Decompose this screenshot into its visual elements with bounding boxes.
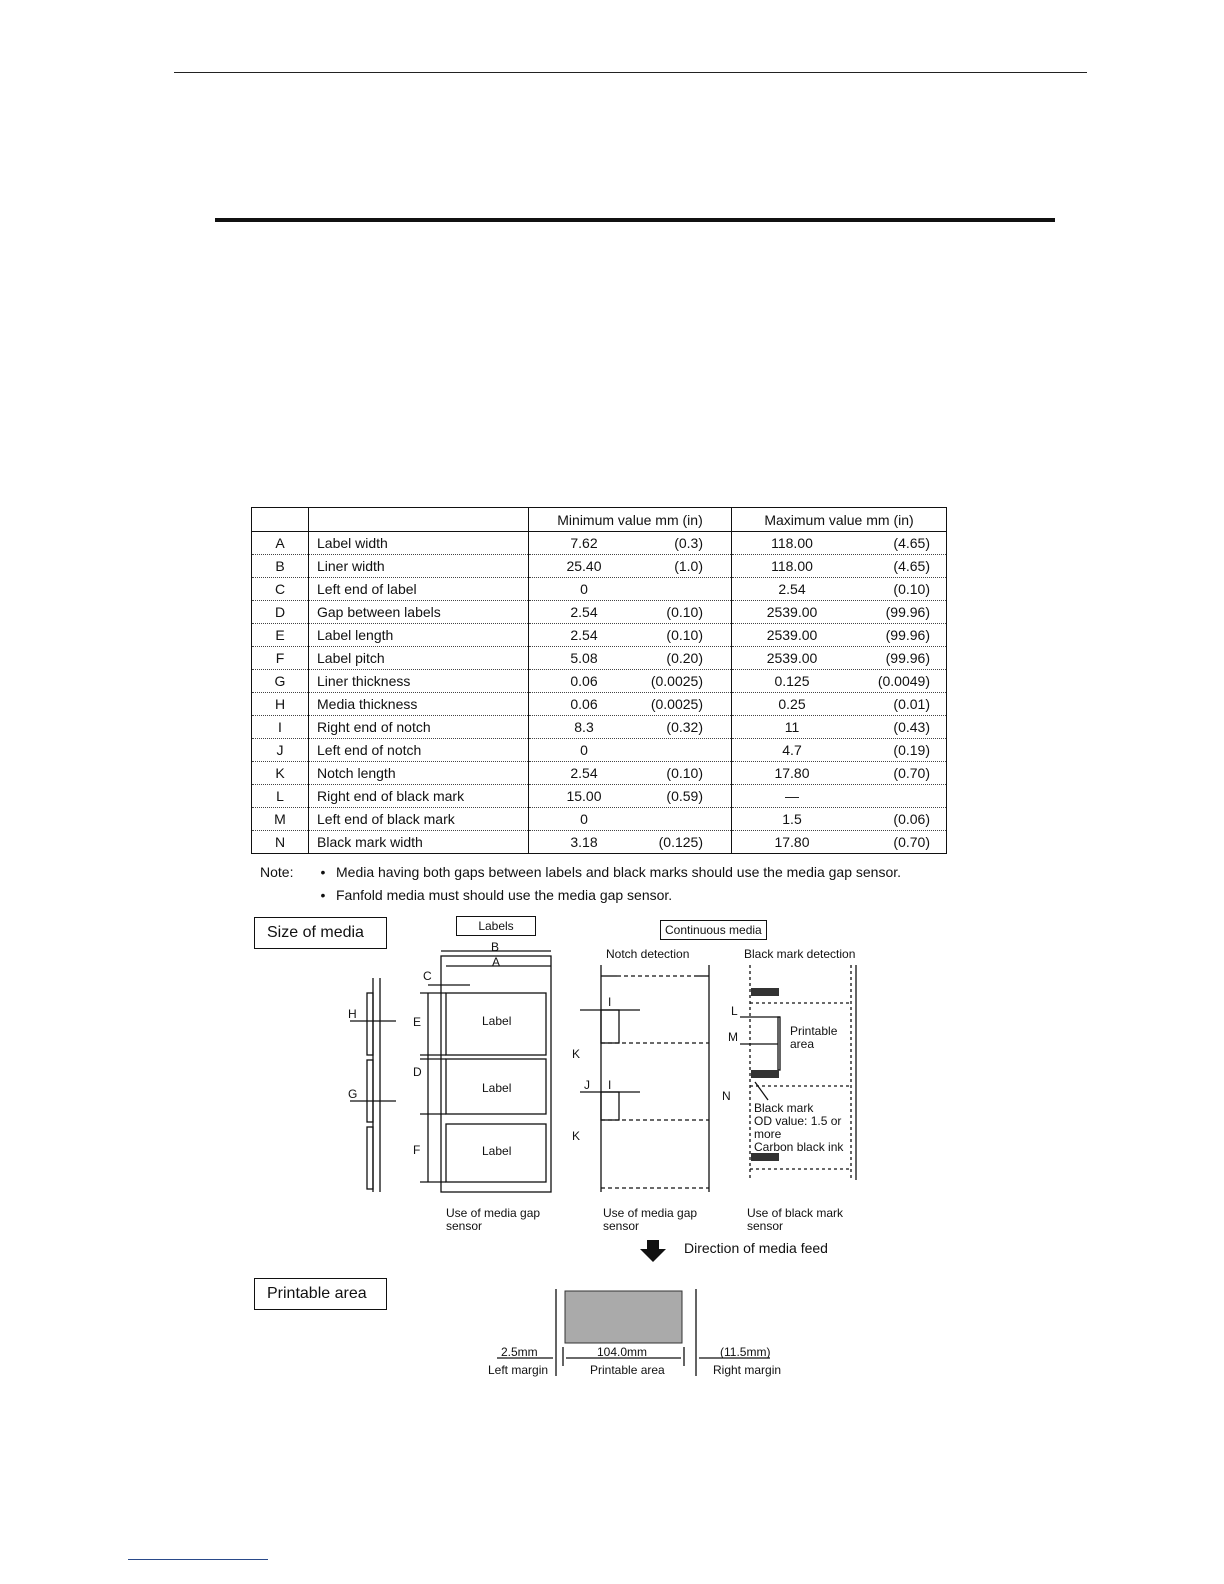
max-in: (99.96): [885, 604, 930, 620]
notch-rect: [601, 1092, 619, 1120]
row-name: Media thickness: [309, 693, 529, 716]
dim-letter-k: K: [572, 1047, 581, 1061]
min-in: (0.20): [666, 650, 703, 666]
max-in: (0.0049): [877, 673, 930, 689]
max-mm: 0.25: [778, 696, 806, 712]
row-name: Liner thickness: [309, 670, 529, 693]
black-mark-rect: [751, 1070, 779, 1078]
gap-sensor-caption: [446, 1207, 540, 1233]
min-mm: 8.3: [574, 719, 594, 735]
row-code: L: [252, 785, 309, 808]
max-in: (0.01): [893, 696, 930, 712]
caption-line: sensor: [747, 1219, 784, 1233]
note-label: Note:: [260, 864, 294, 880]
printable-area-rect: [565, 1291, 682, 1343]
dim-letter-i: I: [608, 1078, 612, 1092]
notch-sensor-caption: [603, 1207, 697, 1233]
row-code: J: [252, 739, 309, 762]
notch-rect: [601, 1010, 619, 1043]
printable-text: Printable: [790, 1024, 838, 1038]
od-value-text: OD value: 1.5 or: [754, 1114, 842, 1128]
row-name: Gap between labels: [309, 601, 529, 624]
caption-line: Use of black mark: [747, 1206, 844, 1220]
row-name: Left end of black mark: [309, 808, 529, 831]
dim-letter-c: C: [423, 969, 432, 983]
max-in: (0.19): [893, 742, 930, 758]
more-text: more: [754, 1127, 782, 1141]
min-mm: 25.40: [566, 558, 602, 574]
black-mark-rect: [751, 988, 779, 996]
label-text: Label: [482, 1014, 512, 1028]
row-code: D: [252, 601, 309, 624]
min-in: (0.0025): [650, 696, 703, 712]
row-name: Black mark width: [309, 831, 529, 854]
min-mm: 15.00: [566, 788, 602, 804]
row-code: H: [252, 693, 309, 716]
note-item: • Media having both gaps between labels and black marks should use the media gap sensor.: [310, 861, 901, 884]
dim-letter-b: B: [491, 940, 500, 954]
black-mark-sensor-caption: [747, 1207, 843, 1233]
dim-letter-d: D: [413, 1065, 422, 1079]
max-mm: 11: [784, 719, 800, 735]
row-code: A: [252, 532, 309, 555]
black-mark-text: Black mark: [754, 1101, 814, 1115]
dim-letter-i: I: [608, 995, 612, 1009]
min-mm: 7.62: [570, 535, 598, 551]
max-in: (0.70): [893, 834, 930, 850]
printable-area-title: Printable area: [254, 1278, 387, 1310]
max-in: (0.43): [893, 719, 930, 735]
max-mm: 0.125: [774, 673, 810, 689]
dim-letter-h: H: [348, 1007, 357, 1021]
dim-letter-e: E: [413, 1015, 422, 1029]
labels-box: Labels: [456, 916, 536, 936]
max-mm: —: [785, 788, 799, 804]
header-min: Minimum value mm (in): [529, 508, 732, 532]
row-name: Left end of notch: [309, 739, 529, 762]
dim-letter-a: A: [492, 955, 501, 969]
row-name: Liner width: [309, 555, 529, 578]
dim-letter-l: L: [731, 1004, 738, 1018]
row-name: Right end of notch: [309, 716, 529, 739]
printable-width-value: 104.0mm: [597, 1345, 648, 1359]
max-mm: 2539.00: [766, 627, 818, 643]
row-name: Notch length: [309, 762, 529, 785]
row-code: K: [252, 762, 309, 785]
dim-letter-j: J: [584, 1078, 590, 1092]
feed-direction-label: Direction of media feed: [684, 1240, 828, 1256]
note-item: • Fanfold media must should use the media gap sensor.: [310, 884, 901, 907]
max-mm: 2539.00: [766, 650, 818, 666]
black-mark-detection-label: Black mark detection: [744, 947, 856, 961]
max-in: (4.65): [893, 558, 930, 574]
row-name: Right end of black mark: [309, 785, 529, 808]
min-in: (1.0): [674, 558, 703, 574]
dim-letter-g: G: [348, 1087, 358, 1101]
min-in: (0.10): [666, 604, 703, 620]
max-in: (0.06): [893, 811, 930, 827]
label-text: Label: [482, 1144, 512, 1158]
row-name: Label length: [309, 624, 529, 647]
max-mm: 4.7: [782, 742, 802, 758]
label-profile: [367, 1060, 373, 1122]
caption-line: Use of media gap: [446, 1206, 541, 1220]
black-mark-pointer: [755, 1082, 768, 1100]
max-in: (0.70): [893, 765, 930, 781]
max-in: (99.96): [885, 627, 930, 643]
max-in: (99.96): [885, 650, 930, 666]
min-mm: 0.06: [570, 696, 598, 712]
row-name: Left end of label: [309, 578, 529, 601]
feed-direction-icon: [640, 1240, 666, 1262]
row-code: F: [252, 647, 309, 670]
continuous-media-box: Continuous media: [660, 920, 767, 940]
area-text: area: [790, 1037, 815, 1051]
min-mm: 0: [580, 742, 588, 758]
header-max: Maximum value mm (in): [732, 508, 947, 532]
row-code: C: [252, 578, 309, 601]
left-margin-label: Left margin: [488, 1363, 549, 1377]
size-of-media-title: Size of media: [254, 917, 387, 949]
row-code: G: [252, 670, 309, 693]
black-mark-rect: [751, 1153, 779, 1161]
min-in: (0.32): [666, 719, 703, 735]
right-margin-label: Right margin: [713, 1363, 782, 1377]
max-mm: 2.54: [778, 581, 806, 597]
min-in: (0.0025): [650, 673, 703, 689]
min-mm: 0: [580, 811, 588, 827]
notch-detection-label: Notch detection: [606, 947, 690, 961]
max-in: (0.10): [893, 581, 930, 597]
row-code: E: [252, 624, 309, 647]
carbon-text: Carbon black ink: [754, 1140, 844, 1154]
min-in: (0.10): [666, 627, 703, 643]
max-in: (4.65): [893, 535, 930, 551]
caption-line: Use of media gap: [603, 1206, 698, 1220]
min-mm: 0: [580, 581, 588, 597]
min-mm: 5.08: [570, 650, 598, 666]
dim-letter-n: N: [722, 1089, 731, 1103]
dim-letter-f: F: [413, 1143, 421, 1157]
min-in: (0.59): [666, 788, 703, 804]
min-mm: 2.54: [570, 604, 598, 620]
min-mm: 3.18: [570, 834, 598, 850]
max-mm: 118.00: [771, 535, 813, 551]
min-mm: 2.54: [570, 765, 598, 781]
caption-line: sensor: [446, 1219, 483, 1233]
min-in: (0.125): [658, 834, 703, 850]
right-margin-value: (11.5mm): [720, 1345, 771, 1359]
max-mm: 118.00: [771, 558, 813, 574]
label-profile: [367, 993, 373, 1055]
footer-rule: [128, 1559, 268, 1560]
max-mm: 17.80: [774, 765, 810, 781]
left-margin-value: 2.5mm: [501, 1345, 538, 1359]
printable-area-label: Printable area: [590, 1363, 665, 1377]
min-in: (0.10): [666, 765, 703, 781]
row-name: Label pitch: [309, 647, 529, 670]
row-code: B: [252, 555, 309, 578]
row-code: N: [252, 831, 309, 854]
min-mm: 2.54: [570, 627, 598, 643]
min-in: (0.3): [674, 535, 703, 551]
row-name: Label width: [309, 532, 529, 555]
caption-line: sensor: [603, 1219, 640, 1233]
max-mm: 2539.00: [766, 604, 818, 620]
label-profile: [367, 1127, 373, 1189]
dim-letter-k: K: [572, 1129, 581, 1143]
label-text: Label: [482, 1081, 512, 1095]
max-mm: 1.5: [782, 811, 802, 827]
min-mm: 0.06: [570, 673, 598, 689]
max-mm: 17.80: [774, 834, 810, 850]
dim-letter-m: M: [728, 1030, 738, 1044]
row-code: I: [252, 716, 309, 739]
row-code: M: [252, 808, 309, 831]
